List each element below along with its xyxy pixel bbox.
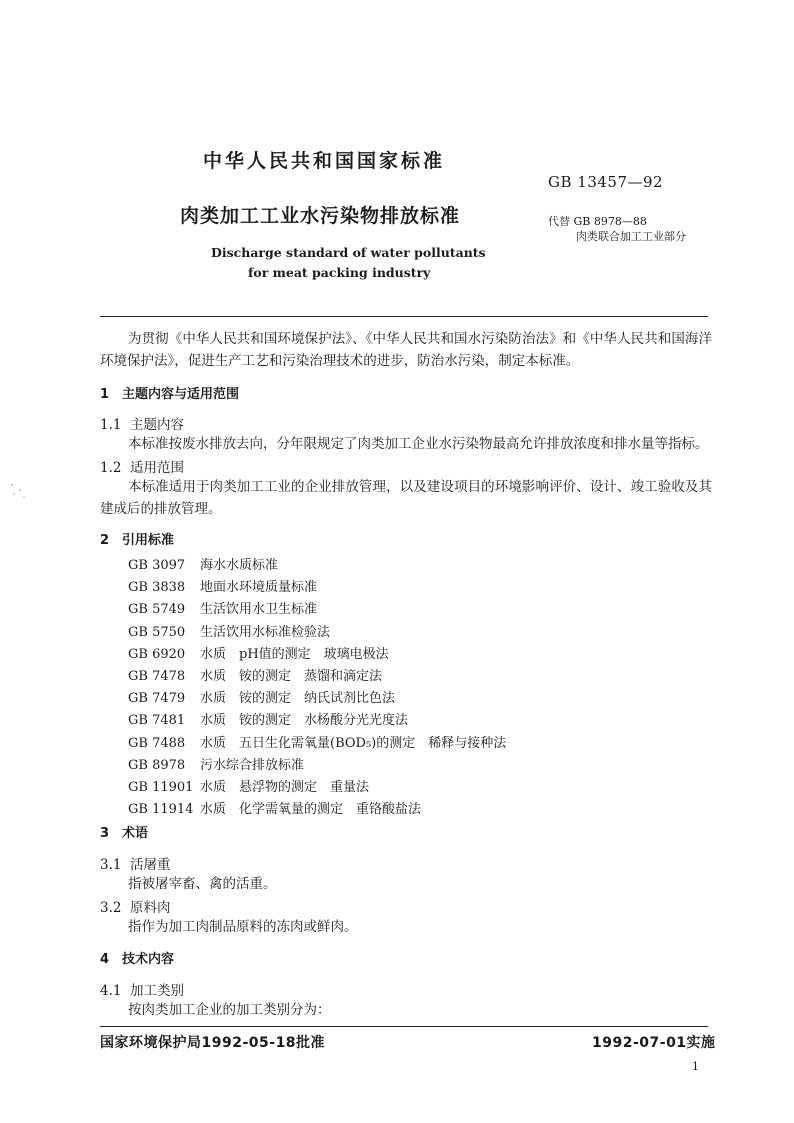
replaces-standard: GB 8978—88 — [573, 215, 647, 228]
section-3-number: 3 — [100, 826, 110, 841]
section-4-title: 技术内容 — [122, 952, 175, 967]
subsection-1-1-heading — [100, 413, 184, 433]
subsection-3-2-text: 指作为加工肉制品原料的冻肉或鲜肉。 — [128, 919, 358, 935]
section-3-title: 术语 — [122, 826, 149, 841]
subsection-4-1-text: 按肉类加工企业的加工类别分为： — [128, 1002, 331, 1018]
page-number: 1 — [692, 1060, 699, 1073]
scan-specks — [8, 482, 28, 504]
replaces-label: 代替 — [548, 215, 570, 228]
subsection-4-1-title: 加工类别 — [130, 983, 184, 999]
scan-speck-marks — [8, 482, 28, 502]
replaces-note — [548, 213, 647, 229]
reference-code: GB 7478 — [128, 669, 186, 685]
reference-title: 生活饮用水标准检验法 — [200, 624, 331, 640]
document-title-en-line1: Discharge standard of water pollutants — [211, 245, 486, 260]
subsection-3-2-heading — [100, 896, 171, 916]
reference-title: 海水水质标准 — [200, 558, 279, 573]
approval-line: 国家环境保护局1992-05-18批准 — [100, 1035, 326, 1051]
reference-code: GB 7481 — [128, 713, 186, 729]
subsection-1-2-title: 适用范围 — [130, 460, 184, 476]
reference-title: 水质 化学需氧量的测定 重铬酸盐法 — [200, 802, 422, 818]
reference-title: 生活饮用水卫生标准 — [200, 602, 318, 618]
reference-item — [128, 755, 506, 777]
reference-title: 水质 pH值的测定 玻璃电极法 — [200, 646, 389, 662]
reference-code: GB 7479 — [128, 691, 186, 707]
reference-item — [128, 710, 506, 732]
section-3-heading — [100, 822, 148, 841]
reference-list — [128, 555, 506, 821]
reference-code: GB 5749 — [128, 602, 186, 618]
reference-item — [128, 733, 506, 755]
reference-item — [128, 666, 506, 688]
standard-number-text: GB 13457—92 — [548, 173, 664, 191]
document-title-cn: 肉类加工工业水污染物排放标准 — [180, 205, 461, 227]
reference-code: GB 11901 — [128, 780, 194, 796]
subsection-1-1-text: 本标准按废水排放去向，分年限规定了肉类加工企业水污染物最高允许排放浓度和排水量等指标。 — [128, 436, 709, 452]
section-1-title: 主题内容与适用范围 — [122, 387, 240, 402]
section-2-title: 引用标准 — [122, 533, 175, 548]
subsection-3-2-number: 3.2 — [100, 900, 122, 916]
subsection-1-2-number: 1.2 — [100, 460, 122, 476]
subsection-4-1-number: 4.1 — [100, 983, 122, 999]
section-1-number: 1 — [100, 387, 110, 402]
subsection-3-1-heading — [100, 853, 171, 873]
footer-divider — [100, 1026, 708, 1027]
reference-item — [128, 688, 506, 710]
section-4-number: 4 — [100, 952, 110, 967]
reference-code: GB 7488 — [128, 735, 186, 751]
reference-title: 水质 悬浮物的测定 重量法 — [200, 780, 370, 796]
subsection-1-1-number: 1.1 — [100, 417, 122, 433]
section-2-number: 2 — [100, 533, 110, 548]
reference-title: 水质 铵的测定 蒸馏和滴定法 — [200, 669, 383, 685]
reference-title: 地面水环境质量标准 — [200, 580, 318, 596]
reference-code: GB 6920 — [128, 646, 186, 662]
reference-item — [128, 777, 506, 799]
reference-item — [128, 644, 506, 666]
effective-date: 1992-07-01实施 — [592, 1035, 716, 1051]
intro-paragraph: 为贯彻《中华人民共和国环境保护法》、《中华人民共和国水污染防治法》和《中华人民共和国海洋环境保护法》，促进生产工艺和污染治理技术的进步，防治水污染，制定本标准。 — [100, 331, 712, 369]
reference-code: GB 11914 — [128, 802, 194, 818]
subsection-4-1-heading — [100, 979, 184, 999]
subsection-1-2-heading — [100, 456, 184, 476]
reference-title: 水质 铵的测定 水杨酸分光光度法 — [200, 713, 409, 729]
reference-code: GB 3097 — [128, 558, 186, 573]
subsection-3-2-title: 原料肉 — [130, 900, 171, 916]
reference-code: GB 5750 — [128, 624, 186, 640]
reference-title: 水质 铵的测定 纳氏试剂比色法 — [200, 691, 396, 707]
subsection-1-1-title: 主题内容 — [130, 417, 184, 433]
reference-title: 水质 五日生化需氧量(BOD₅)的测定 稀释与接种法 — [200, 735, 507, 751]
replaces-part: 肉类联合加工工业部分 — [576, 230, 686, 243]
reference-item — [128, 577, 506, 599]
subsection-3-1-title: 活屠重 — [130, 857, 171, 873]
subsection-1-2-text: 本标准适用于肉类加工工业的企业排放管理，以及建设项目的环境影响评价、设计、竣工验收及其建成后的排放管理。 — [100, 479, 712, 517]
header-divider — [100, 316, 708, 317]
standard-number — [548, 173, 663, 191]
section-1-heading — [100, 383, 239, 402]
section-2-heading — [100, 529, 174, 548]
subsection-3-1-text: 指被屠宰畜、禽的活重。 — [128, 876, 277, 892]
reference-title: 污水综合排放标准 — [200, 757, 305, 773]
org-title: 中华人民共和国国家标准 — [203, 150, 446, 172]
section-4-heading — [100, 948, 174, 967]
reference-item — [128, 622, 506, 644]
reference-code: GB 8978 — [128, 757, 186, 773]
document-title-en-line2: for meat packing industry — [248, 265, 431, 280]
reference-item — [128, 799, 506, 821]
reference-item — [128, 599, 506, 621]
subsection-3-1-number: 3.1 — [100, 857, 122, 873]
reference-code: GB 3838 — [128, 580, 186, 596]
reference-item — [128, 555, 506, 577]
